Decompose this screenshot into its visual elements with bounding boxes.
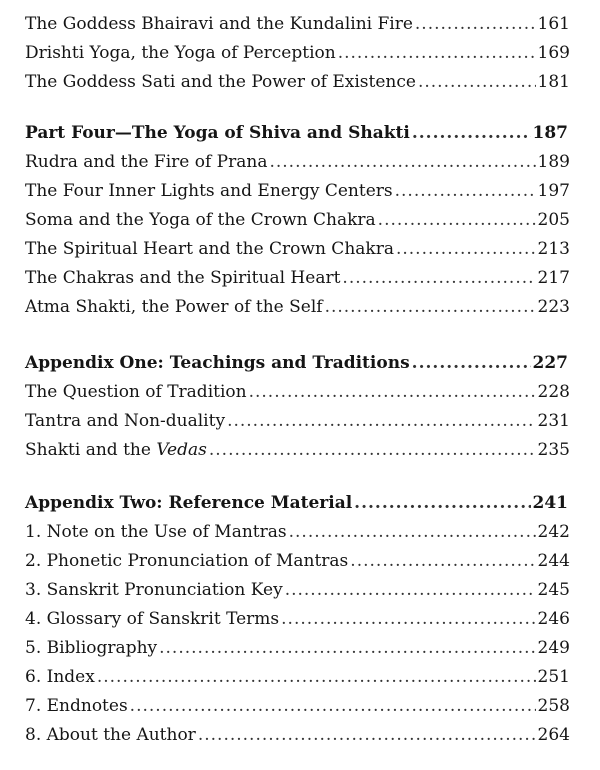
toc-entry-page: 217 [537,268,570,288]
toc-entry-page: 205 [537,210,570,230]
toc-entry[interactable] [25,407,570,436]
dot-leader [350,547,535,576]
toc-entry-page: 258 [537,696,570,716]
toc-section-appendix-one [25,349,570,465]
toc-entry-page: 223 [537,297,570,317]
toc-entry-page: 246 [537,609,570,629]
toc-entry-title: The Chakras and the Spiritual Heart [25,268,341,288]
dot-leader [227,407,535,436]
toc-entry-title: The Spiritual Heart and the Crown Chakra [25,239,394,259]
toc-entry-page: 245 [537,580,570,600]
toc-entry-page: 264 [537,725,570,745]
toc-entry-title [25,436,207,465]
dot-leader [209,436,536,465]
dot-leader [97,663,536,692]
toc-section-heading[interactable] [25,349,570,378]
toc-entry-title: 4. Glossary of Sanskrit Terms [25,609,280,629]
toc-entry[interactable] [25,68,570,97]
dot-leader [159,634,535,663]
dot-leader [412,349,531,378]
toc-entry[interactable] [25,692,570,721]
toc-entry-page: 161 [537,14,570,34]
dot-leader [249,378,536,407]
toc-entry-page: 197 [537,181,570,201]
dot-leader [130,692,536,721]
dot-leader [338,39,536,68]
toc-entry[interactable] [25,605,570,634]
toc-entry-title: 2. Phonetic Pronunciation of Mantras [25,551,349,571]
dot-leader [325,293,536,322]
toc-entry-title: 6. Index [25,667,95,687]
toc-entry[interactable] [25,518,570,547]
section-spacer [25,465,570,489]
dot-leader [289,518,536,547]
section-spacer [25,322,570,349]
toc-section-part-four [25,119,570,322]
dot-leader [198,721,536,750]
toc-entry-title: Tantra and Non-duality [25,411,226,431]
toc-entry-page: 228 [537,382,570,402]
toc-entry-page: 213 [537,239,570,259]
dot-leader [396,235,536,264]
toc-entry-page: 244 [537,551,570,571]
toc-entry[interactable] [25,547,570,576]
dot-leader [285,576,536,605]
toc-section-appendix-two [25,489,570,750]
toc-entry-title: The Goddess Bhairavi and the Kundalini Fire [25,14,413,34]
dot-leader [342,264,535,293]
toc-heading-title: Appendix Two: Reference Material [25,493,353,513]
toc-entry-page: 249 [537,638,570,658]
toc-heading-page: 187 [532,123,568,143]
dot-leader [418,68,536,97]
dot-leader [395,177,536,206]
toc-entry-title: 1. Note on the Use of Mantras [25,522,287,542]
toc-entry[interactable] [25,206,570,235]
toc-entry[interactable] [25,264,570,293]
toc-entry[interactable] [25,663,570,692]
toc-entry-title: 5. Bibliography [25,638,158,658]
dot-leader [281,605,535,634]
toc-heading-page: 227 [532,353,568,373]
toc-entry-page: 169 [537,43,570,63]
toc-entry-title: Drishti Yoga, the Yoga of Perception [25,43,336,63]
toc-section-heading[interactable] [25,119,570,148]
toc-section-heading[interactable] [25,489,570,518]
toc-entry-title: Rudra and the Fire of Prana [25,152,268,172]
toc-entry-title: The Goddess Sati and the Power of Existence [25,72,416,92]
dot-leader [412,119,531,148]
toc-heading-title: Appendix One: Teachings and Traditions [25,353,410,373]
toc-entry[interactable] [25,148,570,177]
dot-leader [415,10,536,39]
toc-entry-page: 231 [537,411,570,431]
section-spacer [25,97,570,119]
toc-entry[interactable] [25,293,570,322]
toc-heading-page: 241 [532,493,568,513]
toc-entry[interactable] [25,235,570,264]
toc-entry[interactable] [25,177,570,206]
toc-entry-title: 7. Endnotes [25,696,128,716]
toc-entry[interactable] [25,721,570,750]
toc-entry-page: 242 [537,522,570,542]
toc-entry[interactable] [25,436,570,465]
toc-entry-title: 3. Sanskrit Pronunciation Key [25,580,283,600]
dot-leader [378,206,536,235]
toc-entry-title-prefix: Shakti and the [25,440,157,460]
toc-section-continued [25,10,570,97]
toc-entry-title-italic: Vedas [156,440,207,460]
dot-leader [354,489,530,518]
toc-entry-page: 251 [537,667,570,687]
toc-entry-page: 189 [537,152,570,172]
dot-leader [269,148,535,177]
toc-entry[interactable] [25,39,570,68]
toc-entry[interactable] [25,378,570,407]
toc-entry[interactable] [25,576,570,605]
toc-entry-page: 235 [537,440,570,460]
toc-heading-title: Part Four—The Yoga of Shiva and Shakti [25,123,410,143]
toc-entry-title: Soma and the Yoga of the Crown Chakra [25,210,376,230]
toc-entry[interactable] [25,10,570,39]
toc-entry-title: Atma Shakti, the Power of the Self [25,297,323,317]
toc-entry-title: The Four Inner Lights and Energy Centers [25,181,393,201]
toc-entry[interactable] [25,634,570,663]
toc-entry-page: 181 [537,72,570,92]
toc-entry-title: The Question of Tradition [25,382,247,402]
toc-entry-title: 8. About the Author [25,725,196,745]
